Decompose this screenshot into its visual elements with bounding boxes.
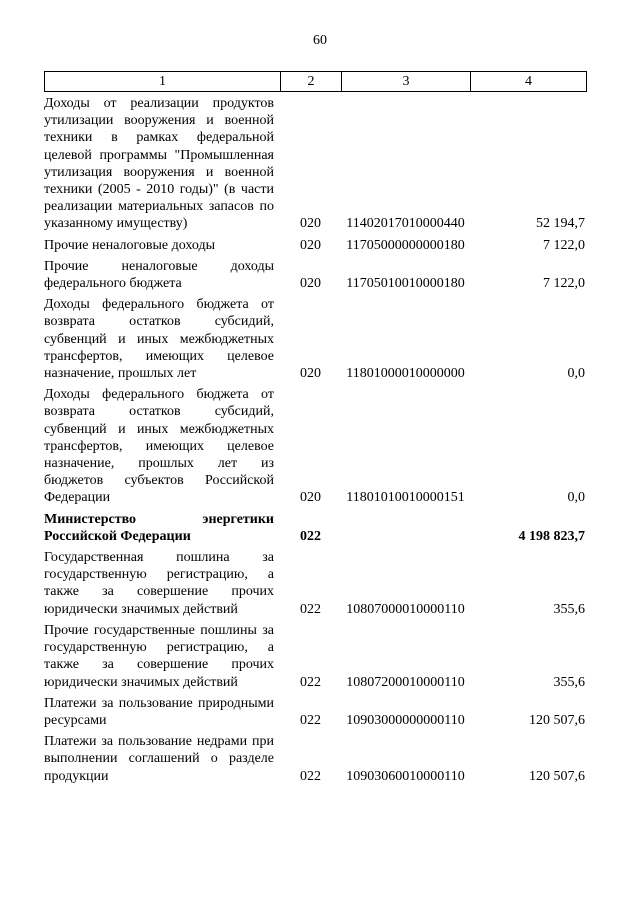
table-row — [44, 695, 587, 729]
row-kbk-code: 11402017010000440 — [346, 216, 465, 232]
row-amount: 120 507,6 — [529, 768, 585, 784]
row-amount: 52 194,7 — [536, 216, 585, 232]
row-name: Доходы федерального бюджета от возврата остатков субсидий, субвенций и иных межбюджетных трансфертов, имеющих целевое назначение, прошлых лет из бюджетов субъектов Российской Федерации — [44, 387, 274, 506]
table-row — [44, 733, 587, 785]
table-row — [44, 237, 587, 254]
row-name: Доходы федерального бюджета от возврата остатков субсидий, субвенций и иных межбюджетных трансфертов, имеющих целевое назначение, прошлых лет — [44, 297, 274, 382]
header-col-1: 1 — [45, 72, 281, 91]
row-admin-code: 020 — [300, 366, 321, 382]
row-name: Министерство энергетики Российской Федерации — [44, 511, 274, 544]
row-kbk-code: 11801000010000000 — [346, 366, 465, 382]
row-name: Прочие государственные пошлины за государственную регистрацию, а также за совершение прочих юридически значимых действий — [44, 622, 274, 690]
row-name: Государственная пошлина за государственную регистрацию, а также за совершение прочих юридически значимых действий — [44, 550, 274, 617]
row-kbk-code: 10807200010000110 — [346, 674, 465, 690]
table-row-ministry — [44, 511, 587, 545]
header-col-4: 4 — [525, 74, 532, 89]
row-amount: 120 507,6 — [529, 712, 585, 728]
row-kbk-code: 10903000000000110 — [346, 712, 465, 728]
row-kbk-code: 11705000000000180 — [346, 237, 465, 253]
row-amount: 7 122,0 — [543, 276, 585, 292]
row-name: Прочие неналоговые доходы — [44, 237, 216, 253]
row-kbk-code: 10903060010000110 — [346, 768, 465, 784]
row-kbk-code: 10807000010000110 — [346, 601, 465, 617]
row-amount: 0,0 — [567, 366, 585, 382]
row-name: Прочие неналоговые доходы федерального бюджета — [44, 258, 274, 292]
row-name: Платежи за пользование природными ресурсами — [44, 695, 274, 728]
table-row — [44, 296, 587, 382]
row-amount: 0,0 — [567, 490, 585, 506]
row-kbk-code: 11801010010000151 — [346, 490, 465, 506]
table-body — [44, 95, 587, 789]
row-admin-code: 022 — [300, 768, 321, 784]
row-admin-code: 020 — [300, 490, 321, 506]
row-amount: 355,6 — [553, 674, 585, 690]
row-kbk-code: 11705010010000180 — [346, 276, 465, 292]
table-row — [44, 549, 587, 618]
row-name: Платежи за пользование недрами при выполнении соглашений о разделе продукции — [44, 734, 274, 784]
row-admin-code: 022 — [300, 528, 321, 544]
table-header — [44, 71, 587, 92]
row-admin-code: 022 — [300, 712, 321, 728]
table-row — [44, 622, 587, 691]
row-admin-code: 020 — [300, 237, 321, 253]
header-col-3: 3 — [342, 72, 471, 91]
row-admin-code: 022 — [300, 674, 321, 690]
table-row — [44, 386, 587, 506]
table-row — [44, 95, 587, 233]
row-admin-code: 022 — [300, 601, 321, 617]
row-admin-code: 020 — [300, 216, 321, 232]
row-amount: 4 198 823,7 — [518, 528, 585, 544]
row-amount: 7 122,0 — [543, 237, 585, 253]
page-number: 60 — [313, 33, 327, 48]
row-name: Доходы от реализации продуктов утилизации вооружения и военной техники в рамках федеральной целевой программы "Промышленная утилизация вооружения и военной техники (2005 - 2010 годы)" (в части реализации материальных запасов по указанному имуществу) — [44, 96, 274, 232]
header-col-2: 2 — [281, 72, 342, 91]
row-amount: 355,6 — [553, 601, 585, 617]
row-admin-code: 020 — [300, 276, 321, 292]
table-row — [44, 258, 587, 292]
